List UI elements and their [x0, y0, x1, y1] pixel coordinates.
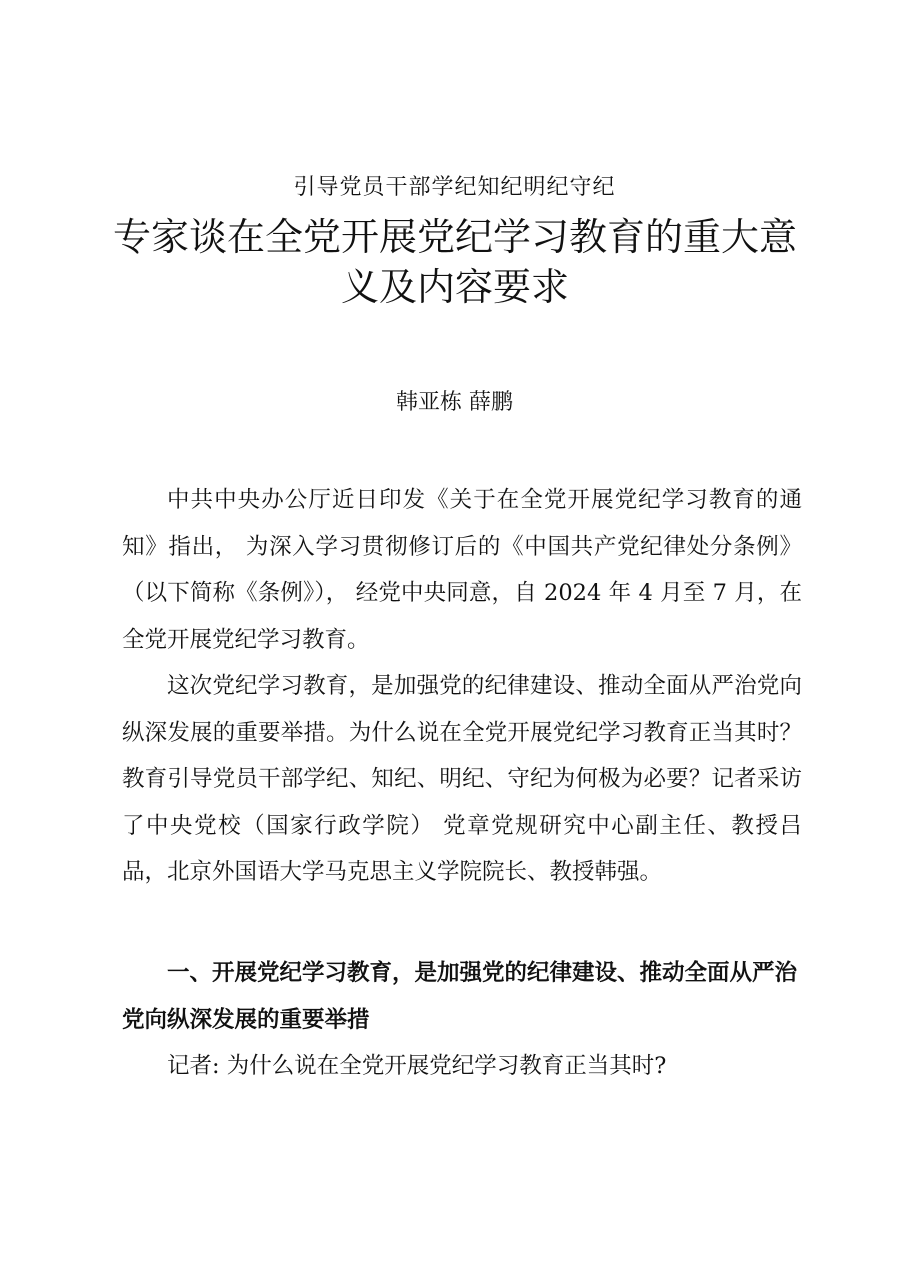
kicker-line: 引导党员干部学纪知纪明纪守纪: [293, 175, 616, 200]
article-title: 专家谈在全党开展党纪学习教育的重大意义及内容要求: [112, 215, 797, 309]
author-byline: 韩亚栋 薛鹏: [396, 390, 513, 415]
interview-question: 记者: 为什么说在全党开展党纪学习教育正当其时?: [167, 1053, 667, 1079]
body-paragraph-2: 这次党纪学习教育，是加强党的纪律建设、推动全面从严治党向纵深发展的重要举措。为什么说在全党开展党纪学习教育正当其时？教育引导党员干部学纪、知纪、明纪、守纪为何极为必要？记者采访了中央党校（国家行政学院） 党章党规研究中心副主任、教授吕品，北京外国语大学马克思主义学院院长、教授韩强。: [122, 673, 802, 885]
body-paragraph-1: 中共中央办公厅近日印发《关于在全党开展党纪学习教育的通知》指出， 为深入学习贯彻修订后的《中国共产党纪律处分条例》（以下简称《条例》）， 经党中央同意，自 2024 年 4 月至 7 月，在全党开展党纪学习教育。: [122, 487, 802, 653]
section-heading: 一、开展党纪学习教育，是加强党的纪律建设、推动全面从严治党向纵深发展的重要举措: [122, 960, 798, 1033]
